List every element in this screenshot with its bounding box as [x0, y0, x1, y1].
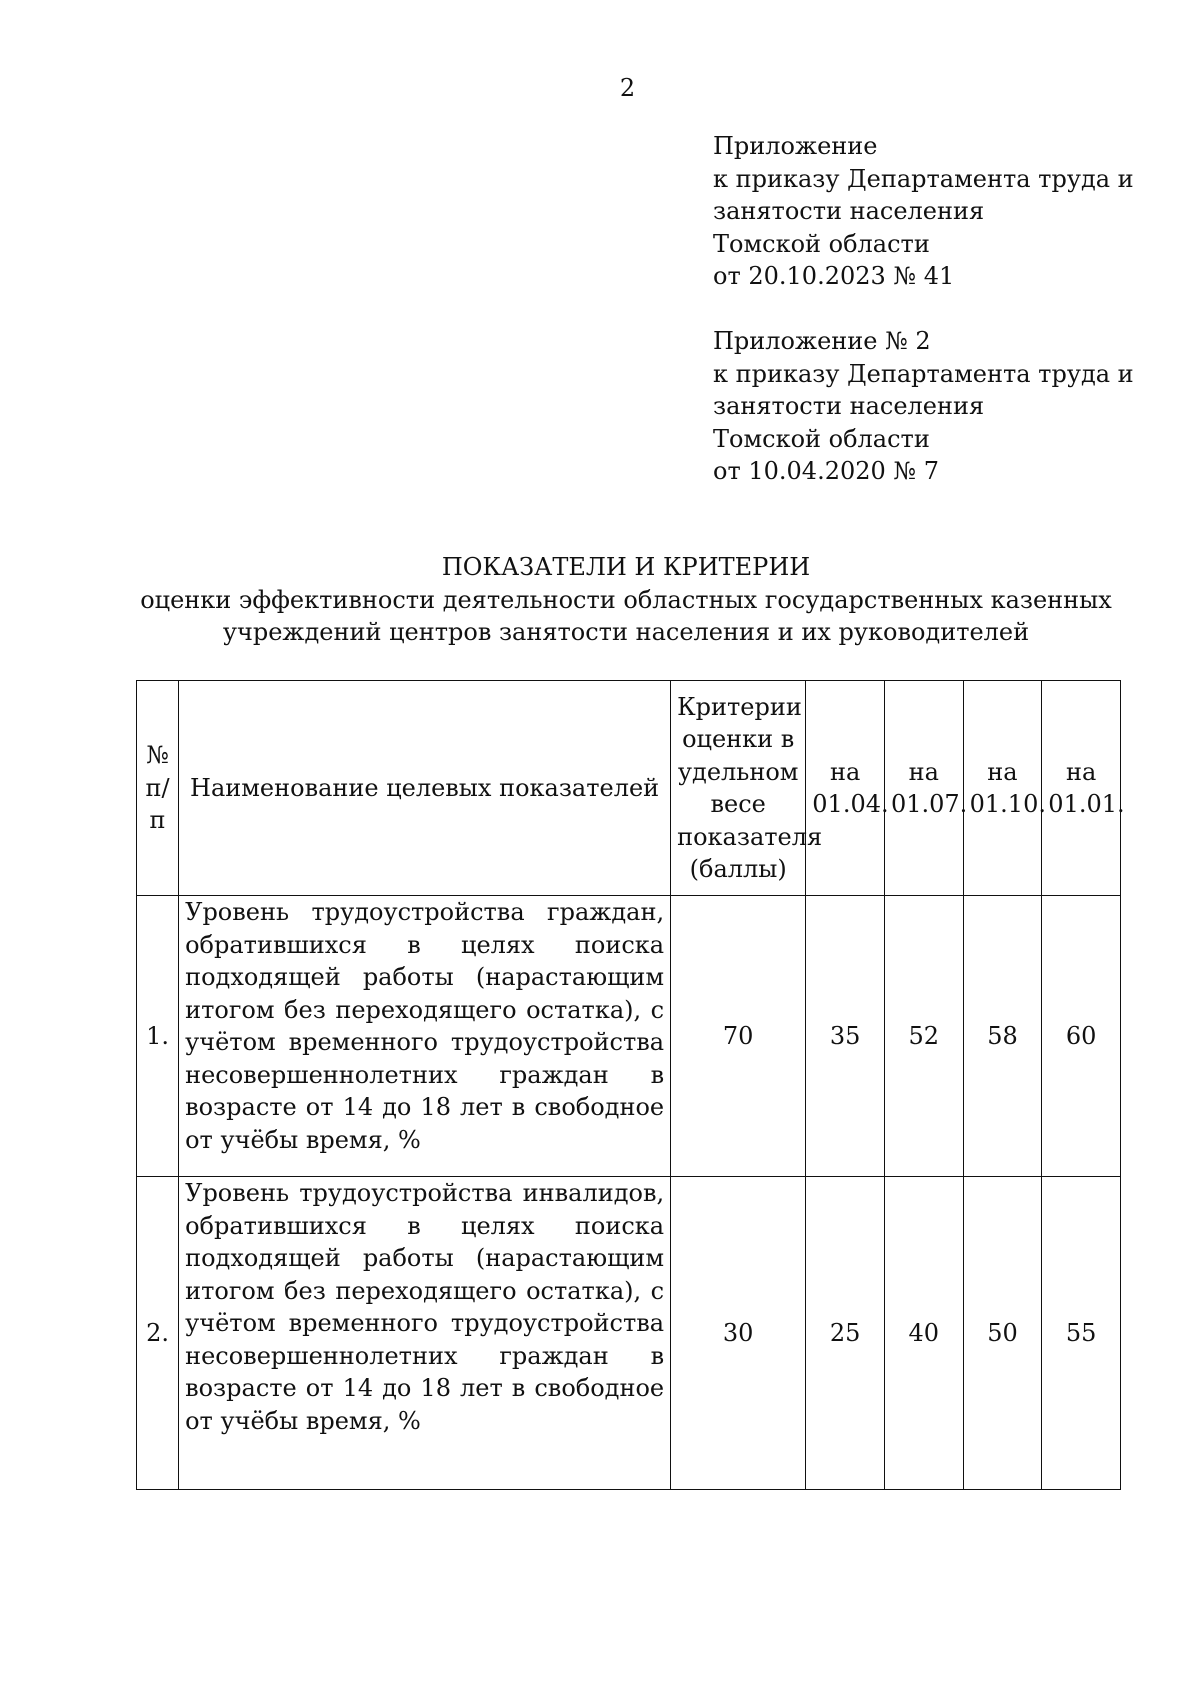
- row-name: Уровень трудоустройства граждан, обратившихся в целях поиска подходящей работы (нарастающим итогом без переходящего остатка), с учётом временного трудоустройства несовершеннолетних граждан в возрасте от 14 до 18 лет в свободное от учёбы время, %: [179, 896, 671, 1177]
- annex-1-line: от 20.10.2023 № 41: [713, 262, 955, 290]
- row-number: 2.: [137, 1177, 179, 1490]
- title-subtitle-line: учреждений центров занятости населения и их руководителей: [222, 618, 1030, 646]
- row-q2: 40: [884, 1177, 963, 1490]
- row-criteria: 70: [671, 896, 806, 1177]
- annex-2-line: к приказу Департамента труда и: [713, 359, 1134, 388]
- table-row: [137, 1177, 1121, 1490]
- row-q1: 35: [806, 896, 885, 1177]
- row-q4: 55: [1042, 1177, 1121, 1490]
- row-q1: 25: [806, 1177, 885, 1490]
- row-q2: 52: [884, 896, 963, 1177]
- annex-1-line: занятости населения: [713, 197, 985, 225]
- row-number: 1.: [137, 896, 179, 1177]
- header-number: № п/п: [137, 681, 179, 896]
- document-title: [100, 551, 1152, 649]
- header-q1: на 01.04.: [806, 681, 885, 896]
- table-row: [137, 896, 1121, 1177]
- title-subtitle-line: оценки эффективности деятельности областных государственных казенных: [140, 585, 1112, 614]
- annex-1-line: Приложение: [713, 132, 878, 160]
- row-q3: 50: [963, 1177, 1042, 1490]
- header-q3: на 01.10.: [963, 681, 1042, 896]
- header-criteria: Критерии оценки в удельном весе показателя (баллы): [671, 681, 806, 896]
- title-heading: ПОКАЗАТЕЛИ И КРИТЕРИИ: [441, 553, 811, 581]
- header-q2: на 01.07.: [884, 681, 963, 896]
- annex-1-line: Томской области: [713, 229, 930, 258]
- row-name: Уровень трудоустройства инвалидов, обратившихся в целях поиска подходящей работы (нарастающим итогом без переходящего остатка), с учётом временного трудоустройства несовершеннолетних граждан в возрасте от 14 до 18 лет в свободное от учёбы время, %: [179, 1177, 671, 1490]
- annex-2-block: [713, 325, 1183, 488]
- annex-1-block: [713, 130, 1183, 293]
- header-q4: на 01.01.: [1042, 681, 1121, 896]
- table-header-row: [137, 681, 1121, 896]
- annex-2-line: занятости населения: [713, 392, 985, 420]
- row-criteria: 30: [671, 1177, 806, 1490]
- page-number: 2: [619, 74, 636, 102]
- criteria-table: [136, 680, 1125, 1490]
- annex-2-line: Приложение № 2: [713, 327, 931, 355]
- annex-2-line: Томской области: [713, 424, 930, 453]
- header-name: Наименование целевых показателей: [179, 681, 671, 896]
- row-q4: 60: [1042, 896, 1121, 1177]
- annex-2-line: от 10.04.2020 № 7: [713, 457, 940, 485]
- annex-1-line: к приказу Департамента труда и: [713, 164, 1134, 193]
- row-q3: 58: [963, 896, 1042, 1177]
